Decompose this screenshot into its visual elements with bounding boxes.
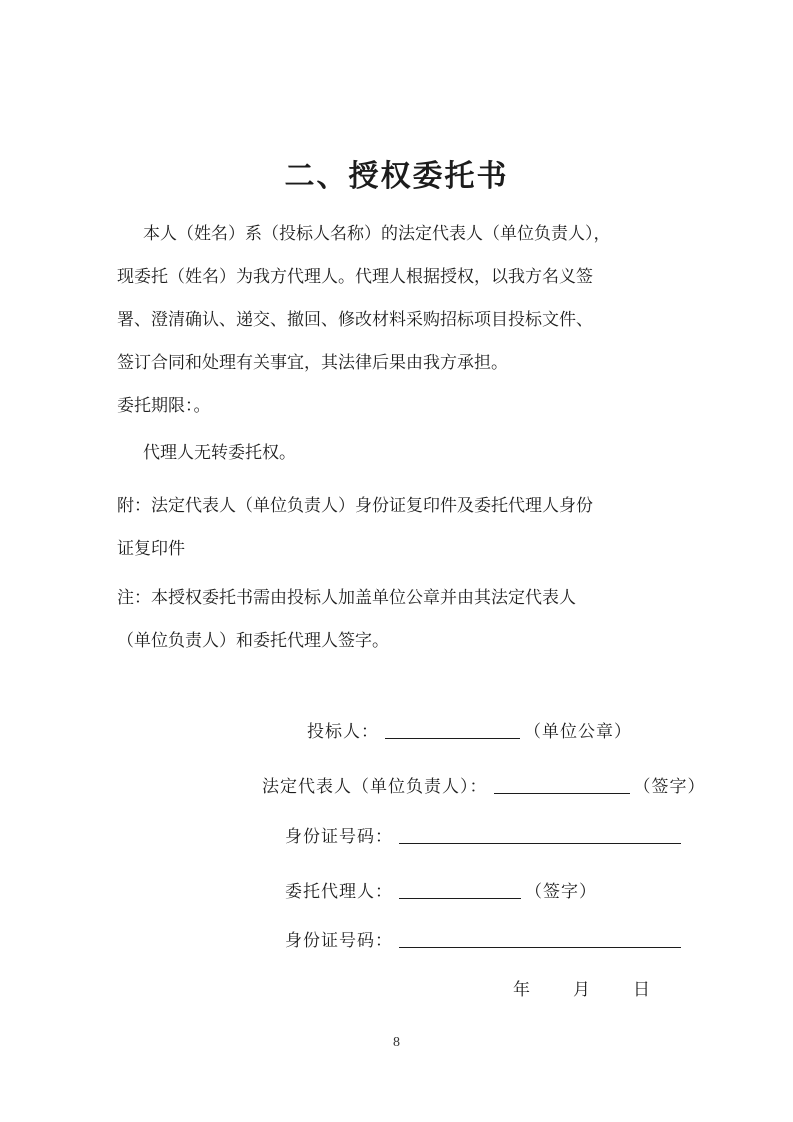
agent-label: 委托代理人：: [285, 882, 393, 901]
legal-representative-label: 法定代表人（单位负责人）：: [262, 777, 488, 796]
body-text: [117, 212, 683, 662]
legal-representative-blank-line: [494, 774, 630, 794]
id-number-label: 身份证号码：: [285, 931, 393, 950]
signature-block: [117, 710, 706, 1011]
body-line: 签订合同和处理有关事宜，其法律后果由我方承担。: [117, 353, 508, 372]
agent-blank-line: [399, 879, 521, 899]
id-number-line-2: [285, 919, 683, 962]
bidder-line: [307, 710, 683, 753]
agent-sign-note: （签字）: [525, 882, 597, 901]
bidder-seal-note: （单位公章）: [524, 722, 632, 741]
attachment-line: 证复印件: [117, 539, 185, 558]
date-line: 年 月 日: [513, 980, 653, 999]
legal-representative-line: [262, 765, 706, 808]
agent-line: [285, 870, 683, 913]
id-number-label: 身份证号码：: [285, 827, 393, 846]
document-title: 二、授权委托书: [284, 160, 509, 193]
id-number-blank-line: [399, 824, 681, 844]
entrust-period-line: 委托期限：。: [117, 396, 211, 415]
body-line: 本人（姓名）系（投标人名称）的法定代表人（单位负责人），: [143, 224, 611, 243]
id-number-blank-line: [399, 928, 681, 948]
body-line: 现委托（姓名）为我方代理人。代理人根据授权，以我方名义签: [117, 267, 593, 286]
note-line: （单位负责人）和委托代理人签字。: [117, 631, 389, 650]
bidder-label: 投标人：: [307, 722, 379, 741]
page-number: 8: [393, 1035, 400, 1050]
id-number-line-1: [285, 815, 683, 858]
bidder-blank-line: [385, 719, 520, 739]
no-transfer-line: 代理人无转委托权。: [143, 443, 296, 462]
note-line: 注：本授权委托书需由投标人加盖单位公章并由其法定代表人: [117, 588, 576, 607]
legal-representative-sign-note: （签字）: [633, 777, 706, 796]
attachment-line: 附：法定代表人（单位负责人）身份证复印件及委托代理人身份: [117, 496, 593, 515]
body-line: 署、澄清确认、递交、撤回、修改材料采购招标项目投标文件、: [117, 310, 593, 329]
